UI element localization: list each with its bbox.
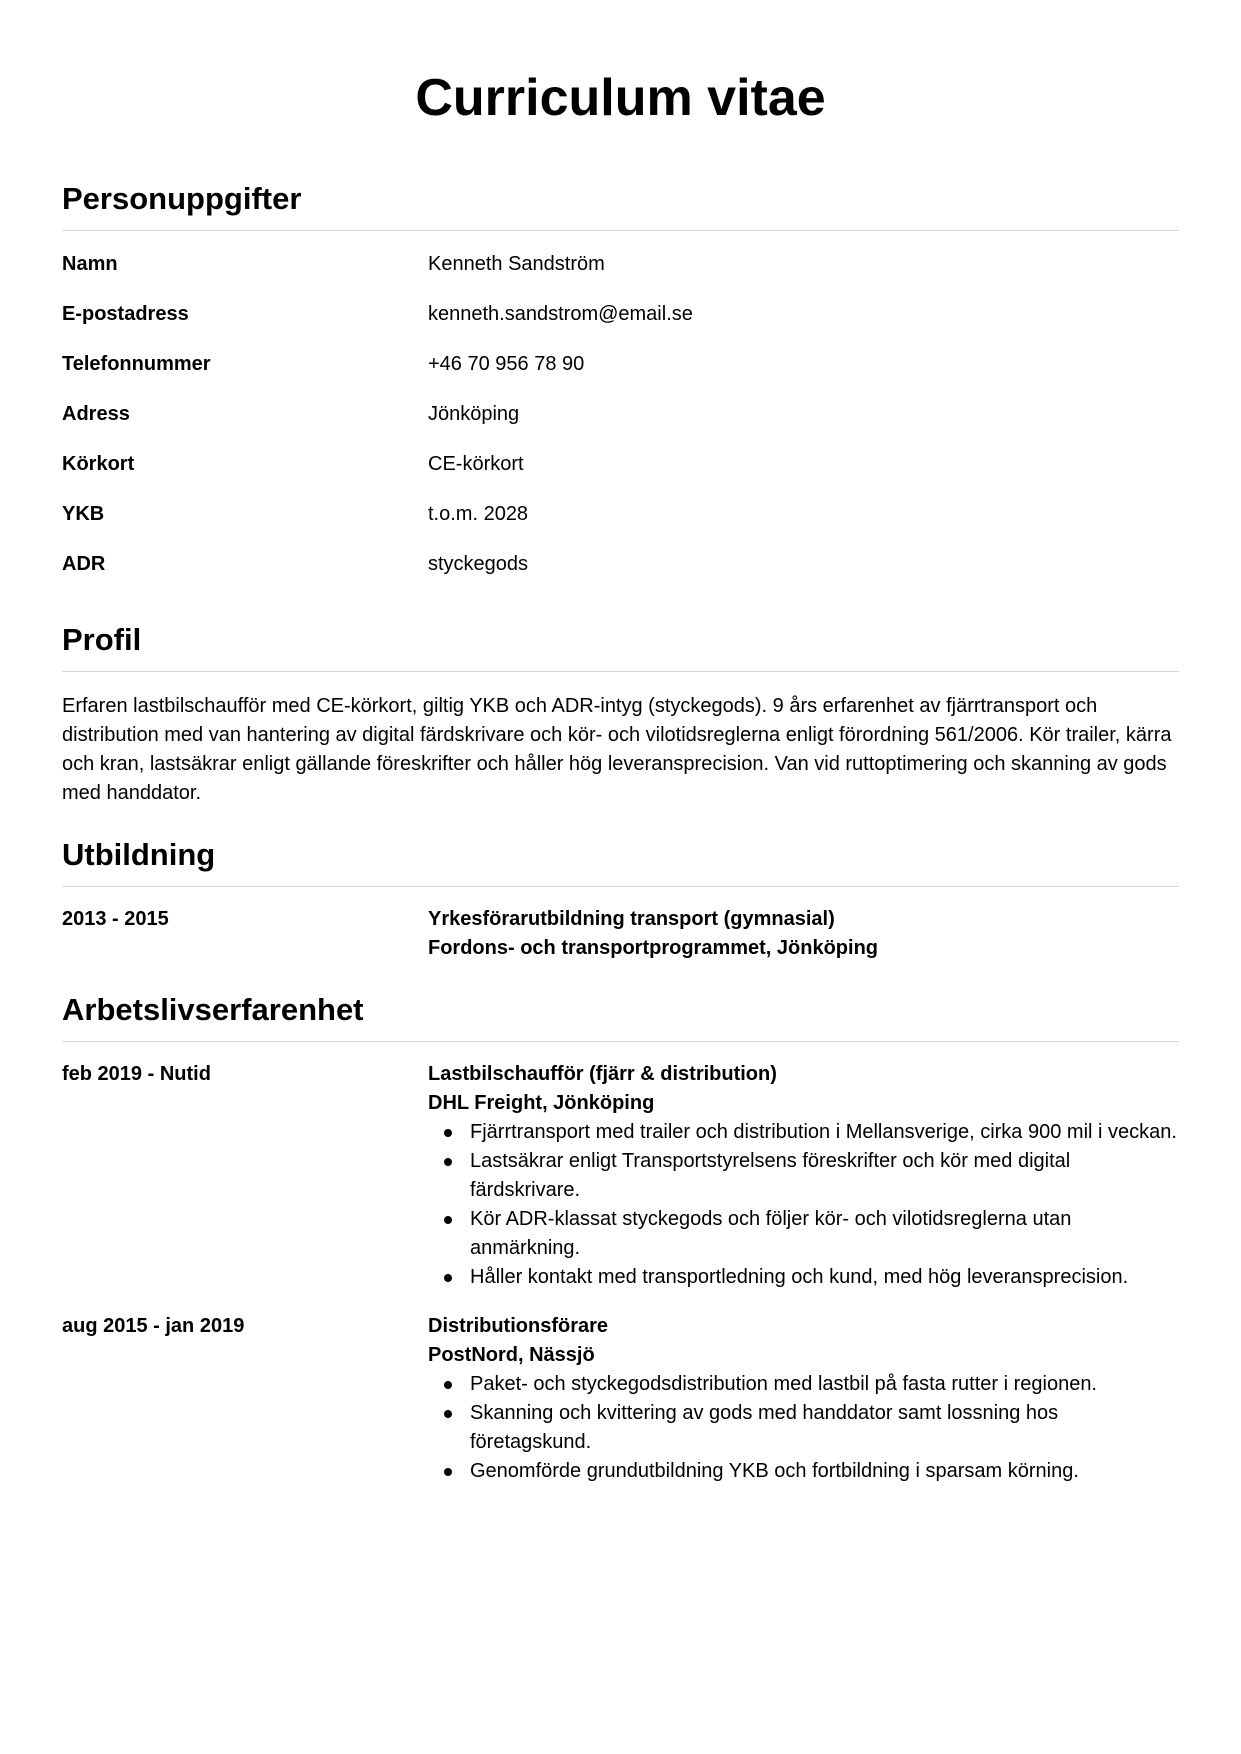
profile-section — [62, 621, 1179, 808]
education-section — [62, 836, 1179, 963]
entry-place: PostNord, Nässjö — [428, 1344, 595, 1366]
bullet-item: Håller kontakt med transportledning och kund, med hög leveransprecision. — [470, 1263, 1179, 1292]
work-section — [62, 991, 1179, 1486]
personal-label: ADR — [62, 553, 106, 575]
entry-period: aug 2015 - jan 2019 — [62, 1315, 245, 1337]
profile-heading: Profil — [62, 621, 1179, 672]
entry-body — [428, 1060, 1179, 1292]
personal-value: t.o.m. 2028 — [428, 503, 529, 525]
entry-title: Lastbilschaufför (fjärr & distribution) — [428, 1063, 777, 1085]
personal-row-address — [62, 401, 1179, 451]
entry-bullets — [428, 1118, 1179, 1292]
personal-heading: Personuppgifter — [62, 180, 1179, 231]
personal-label: E-postadress — [62, 303, 189, 325]
personal-table — [62, 251, 1179, 601]
personal-value: CE-körkort — [428, 453, 524, 475]
work-entry — [62, 1312, 1179, 1486]
personal-label: Telefonnummer — [62, 353, 211, 375]
personal-value: kenneth.sandstrom@email.se — [428, 303, 693, 325]
personal-row-adr — [62, 551, 1179, 601]
personal-label: Namn — [62, 253, 118, 275]
personal-value: +46 70 956 78 90 — [428, 353, 585, 375]
personal-label: Körkort — [62, 453, 135, 475]
bullet-item: Paket- och styckegodsdistribution med lastbil på fasta rutter i regionen. — [470, 1370, 1179, 1399]
personal-row-name — [62, 251, 1179, 301]
bullet-item: Lastsäkrar enligt Transportstyrelsens föreskrifter och kör med digital färdskrivare. — [470, 1147, 1179, 1205]
personal-label: YKB — [62, 503, 105, 525]
entry-bullets — [428, 1370, 1179, 1486]
work-heading: Arbetslivserfarenhet — [62, 991, 1179, 1042]
entry-period: 2013 - 2015 — [62, 908, 169, 930]
work-entry — [62, 1060, 1179, 1292]
personal-label: Adress — [62, 403, 130, 425]
bullet-item: Fjärrtransport med trailer och distribution i Mellansverige, cirka 900 mil i veckan. — [470, 1118, 1179, 1147]
document-title: Curriculum vitae — [415, 69, 826, 127]
personal-row-license — [62, 451, 1179, 501]
education-heading: Utbildning — [62, 836, 1179, 887]
personal-value: Jönköping — [428, 403, 520, 425]
bullet-item: Skanning och kvittering av gods med handdator samt lossning hos företagskund. — [470, 1399, 1179, 1457]
education-list — [62, 905, 1179, 963]
personal-row-email — [62, 301, 1179, 351]
personal-row-phone — [62, 351, 1179, 401]
entry-place: DHL Freight, Jönköping — [428, 1092, 655, 1114]
entry-body — [428, 1312, 1179, 1486]
entry-period: feb 2019 - Nutid — [62, 1063, 211, 1085]
personal-value: Kenneth Sandström — [428, 253, 605, 275]
profile-text: Erfaren lastbilschaufför med CE-körkort, giltig YKB och ADR-intyg (styckegods). 9 års erfarenhet av fjärrtransport och distribution med van hantering av digital färdskrivare och kör- och vilotidsreglerna enligt förordning 561/2006. Kör trailer, kärra och kran, lastsäkrar enligt gällande föreskrifter och håller hög leveransprecision. Van vid ruttoptimering och skanning av gods med handdator. — [62, 695, 1172, 804]
entry-body — [428, 905, 1179, 963]
bullet-item: Kör ADR-klassat styckegods och följer kör- och vilotidsreglerna utan anmärkning. — [470, 1205, 1179, 1263]
education-entry — [62, 905, 1179, 963]
bullet-item: Genomförde grundutbildning YKB och fortbildning i sparsam körning. — [470, 1457, 1179, 1486]
personal-value: styckegods — [428, 553, 529, 575]
entry-title: Distributionsförare — [428, 1315, 609, 1337]
personal-section — [62, 180, 1179, 601]
personal-row-ykb — [62, 501, 1179, 551]
entry-place: Fordons- och transportprogrammet, Jönköping — [428, 937, 879, 959]
entry-title: Yrkesförarutbildning transport (gymnasial) — [428, 908, 835, 930]
work-list — [62, 1060, 1179, 1486]
